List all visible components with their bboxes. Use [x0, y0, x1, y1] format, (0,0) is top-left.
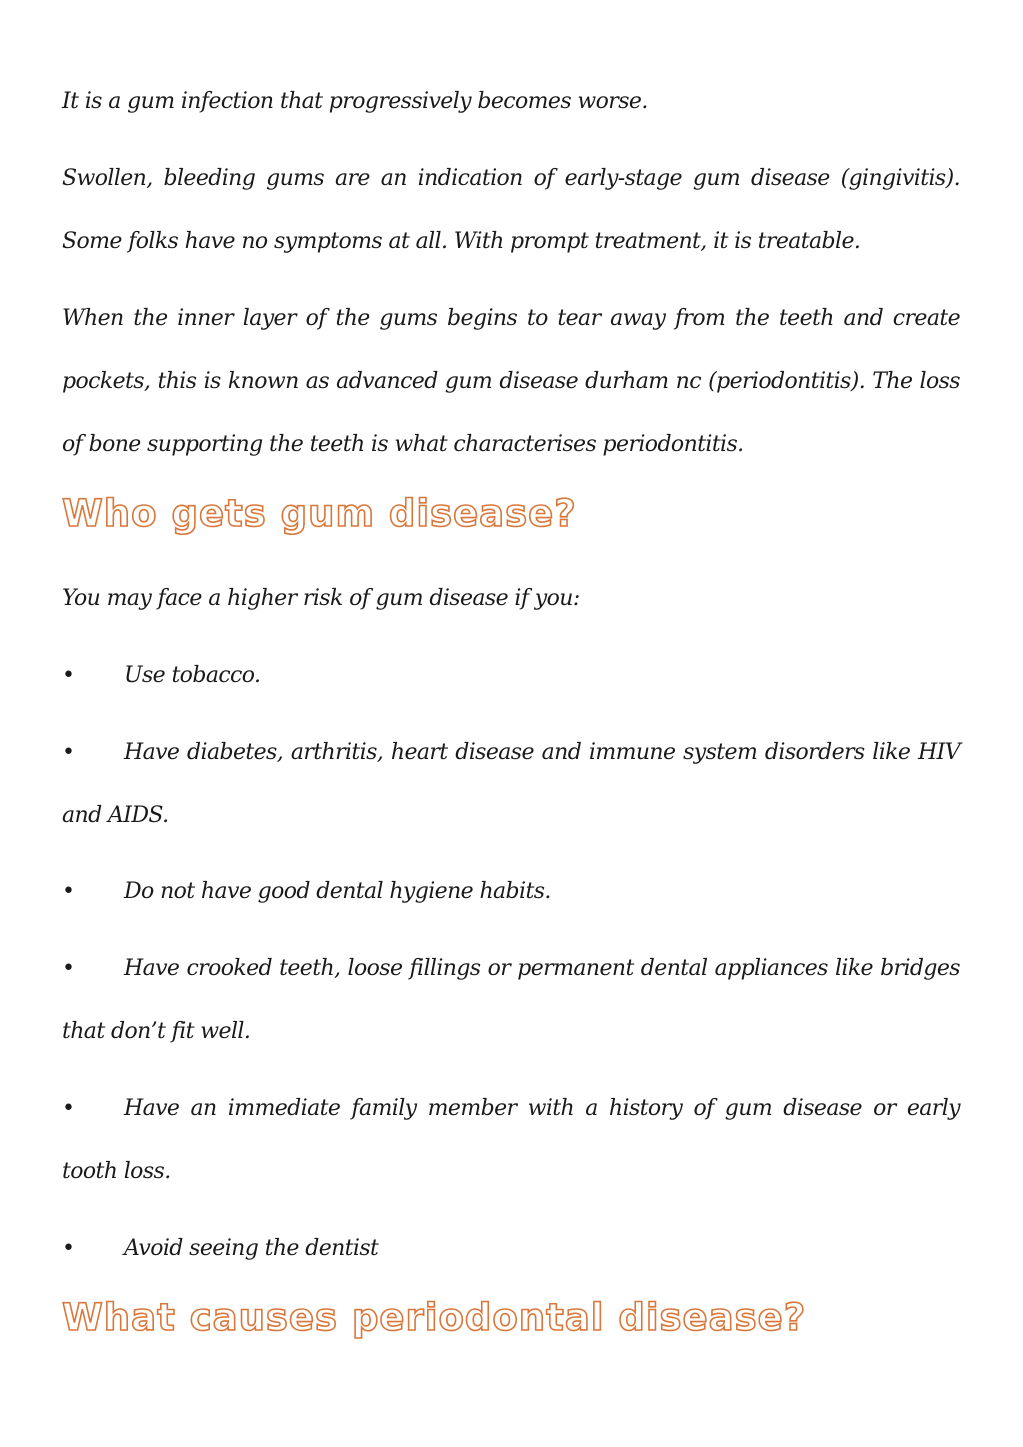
bullet-icon: • [62, 663, 75, 688]
list-item [62, 937, 960, 1063]
list-item [62, 721, 960, 847]
heading-who-gets-gum-disease: Who gets gum disease? [62, 492, 577, 535]
bullet-icon: • [62, 879, 75, 904]
list-item-text: Use tobacco. [124, 663, 261, 688]
heading-what-causes-periodontal-disease: What causes periodontal disease? [62, 1296, 807, 1339]
list-item-text: Have crooked teeth, loose fillings or permanent dental appliances like bridges that don’t fit well. [62, 956, 960, 1044]
list-item [62, 1077, 960, 1203]
list-item [62, 860, 960, 923]
list-item [62, 1217, 960, 1280]
bullet-icon: • [62, 1236, 75, 1261]
list-item-text: Avoid seeing the dentist [124, 1236, 379, 1261]
paragraph-gingivitis: Swollen, bleeding gums are an indication of early-stage gum disease (gingivitis). Some folks have no symptoms at all. With prompt treatment, it is treatable. [62, 166, 960, 254]
list-item-text: Have diabetes, arthritis, heart disease and immune system disorders like HIV and AIDS. [62, 740, 960, 828]
paragraph-definition: It is a gum infection that progressively becomes worse. [62, 89, 648, 114]
list-item [62, 644, 960, 707]
paragraph-periodontitis: When the inner layer of the gums begins to tear away from the teeth and create pockets, this is known as advanced gum disease durham nc (periodontitis). The loss of bone supporting the teeth is what characterises periodontitis. [62, 306, 960, 457]
bullet-icon: • [62, 740, 75, 765]
paragraph-risk-intro: You may face a higher risk of gum disease if you: [62, 586, 580, 611]
bullet-icon: • [62, 956, 75, 981]
list-item-text: Do not have good dental hygiene habits. [124, 879, 551, 904]
bullet-icon: • [62, 1096, 75, 1121]
list-item-text: Have an immediate family member with a history of gum disease or early tooth loss. [62, 1096, 960, 1184]
